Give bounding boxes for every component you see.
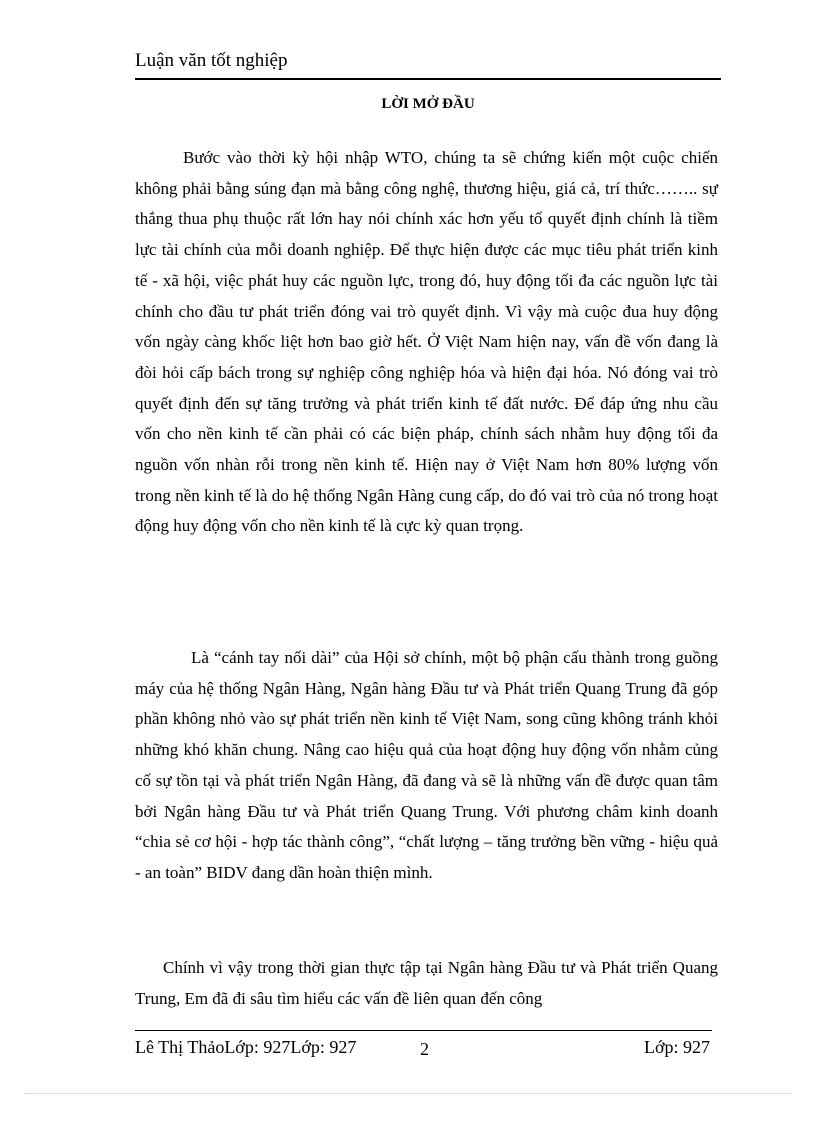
- body-paragraph-3: Chính vì vậy trong thời gian thực tập tại Ngân hàng Đầu tư và Phát triển Quang Trung, Em đã đi sâu tìm hiểu các vấn đề liên quan đến công: [135, 958, 718, 1008]
- section-title: LỜI MỞ ĐẦU: [381, 96, 475, 112]
- footer-divider: [135, 1030, 712, 1031]
- running-header-title: Luận văn tốt nghiệp: [135, 50, 288, 71]
- body-paragraph-2: Là “cánh tay nối dài” của Hội sở chính, một bộ phận cấu thành trong guồng máy của hệ thống Ngân Hàng, Ngân hàng Đầu tư và Phát triển Quang Trung đã góp phần không nhỏ vào sự phát triển nền kinh tế Việt Nam, song cũng không tránh khỏi những khó khăn chung. Nâng cao hiệu quả của hoạt động huy động vốn nhằm củng cố sự tồn tại và phát triển Ngân Hàng, đã đang và sẽ là những vấn đề được quan tâm bởi Ngân hàng Đầu tư và Phát triển Quang Trung. Với phương châm kinh doanh “chia sẻ cơ hội - hợp tác thành công”, “chất lượng – tăng trưởng bền vững - hiệu quả - an toàn” BIDV đang dần hoàn thiện mình.: [135, 648, 718, 882]
- page-number: 2: [420, 1039, 429, 1059]
- header-divider: [135, 78, 721, 80]
- body-paragraph-1: Bước vào thời kỳ hội nhập WTO, chúng ta sẽ chứng kiến một cuộc chiến không phải bằng súng đạn mà bằng công nghệ, thương hiệu, giá cả, trí thức…….. sự thắng thua phụ thuộc rất lớn hay nói chính xác hơn yếu tố quyết định chính là tiềm lực tài chính của mỗi doanh nghiệp. Để thực hiện được các mục tiêu phát triển kinh tế - xã hội, việc phát huy các nguồn lực, trong đó, huy động tối đa các nguồn lực tài chính cho đầu tư phát triển đóng vai trò quyết định. Vì vậy mà cuộc đua huy động vốn ngày càng khốc liệt hơn bao giờ hết. Ở Việt Nam hiện nay, vấn đề vốn đang là đòi hỏi cấp bách trong sự nghiệp công nghiệp hóa và hiện đại hóa. Nó đóng vai trò quyết định đến sự tăng trưởng và phát triển kinh tế đất nước. Để đáp ứng nhu cầu vốn cho nền kinh tế cần phải có các biện pháp, chính sách nhằm huy động tối đa nguồn vốn nhàn rỗi trong nền kinh tế. Hiện nay ở Việt Nam hơn 80% lượng vốn trong nền kinh tế là do hệ thống Ngân Hàng cung cấp, do đó vai trò của nó trong hoạt động huy động vốn cho nền kinh tế là cực kỳ quan trọng.: [135, 148, 718, 536]
- footer-class: Lớp: 927: [643, 1037, 710, 1057]
- footer-author-class: Lê Thị ThảoLớp: 927Lớp: 927: [135, 1037, 357, 1057]
- page-bottom-dotted-border: [24, 1093, 792, 1094]
